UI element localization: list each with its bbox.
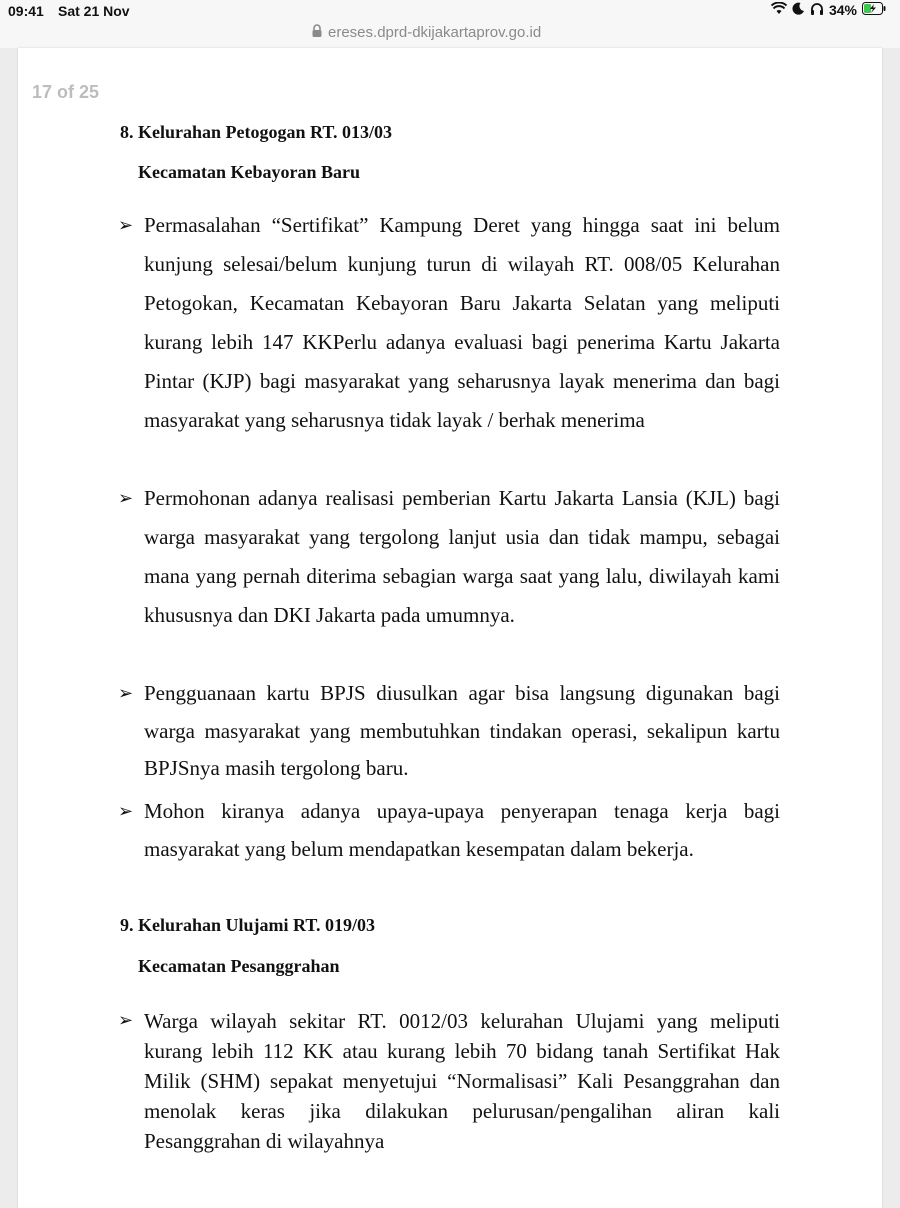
section-9-subtitle: Kecamatan Pesanggrahan <box>138 956 340 976</box>
section-9-title: 9. Kelurahan Ulujami RT. 019/03 <box>120 915 376 935</box>
section-8-bullet-1 <box>118 206 780 440</box>
status-date: Sat 21 Nov <box>58 3 130 19</box>
lock-icon <box>312 24 322 41</box>
bullet-text: Permasalahan “Sertifikat” Kampung Deret yang hingga saat ini belum kunjung selesai/belum kunjung turun di wilayah RT. 008/05 Kelurahan Petogokan, Kecamatan Kebayoran Baru Jakarta Selatan yang meliputi kurang lebih 147 KKPerlu adanya evaluasi bagi penerima Kartu Jakarta Pintar (KJP) bagi masyarakat yang seharusnya layak menerima dan bagi masyarakat yang seharusnya tidak layak / berhak menerima <box>144 213 780 432</box>
battery-percent: 34% <box>828 2 857 18</box>
address-bar[interactable] <box>0 22 900 48</box>
section-8-subtitle: Kecamatan Kebayoran Baru <box>138 162 360 182</box>
section-8-bullet-2 <box>118 479 780 635</box>
headphones-icon <box>810 2 824 18</box>
bullet-text: Pengguanaan kartu BPJS diusulkan agar bisa langsung digunakan bagi warga masyarakat yang membutuhkan tindakan operasi, sekalipun kartu BPJSnya masih tergolong baru. <box>144 681 780 780</box>
section-8-bullet-4 <box>118 793 780 868</box>
moon-icon <box>792 2 805 18</box>
status-indicators <box>771 2 886 18</box>
status-time: 09:41 <box>8 3 44 19</box>
status-bar <box>0 0 900 22</box>
section-8-title: 8. Kelurahan Petogogan RT. 013/03 <box>120 122 393 142</box>
section-9-bullet-1 <box>118 1006 780 1156</box>
arrow-bullet-icon: ➢ <box>118 801 134 822</box>
arrow-bullet-icon: ➢ <box>118 683 134 704</box>
arrow-bullet-icon: ➢ <box>118 1010 134 1031</box>
url-text[interactable]: ereses.dprd-dkijakartaprov.go.id <box>328 24 542 41</box>
page-counter: 17 of 25 <box>32 82 100 102</box>
wifi-icon <box>771 2 787 18</box>
arrow-bullet-icon: ➢ <box>118 215 134 236</box>
bullet-text: Mohon kiranya adanya upaya-upaya penyerapan tenaga kerja bagi masyarakat yang belum mendapatkan kesempatan dalam bekerja. <box>144 799 780 861</box>
document-page <box>18 48 882 1208</box>
bullet-text: Warga wilayah sekitar RT. 0012/03 kelurahan Ulujami yang meliputi kurang lebih 112 KK atau kurang lebih 70 bidang tanah Sertifikat Hak Milik (SHM) sepakat menyetujui “Normalisasi” Kali Pesanggrahan dan menolak keras jika dilakukan pelurusan/pengalihan aliran kali Pesanggrahan di wilayahnya <box>144 1009 780 1153</box>
arrow-bullet-icon: ➢ <box>118 488 134 509</box>
battery-charging-icon <box>862 2 886 18</box>
section-8-bullet-3 <box>118 675 780 788</box>
bullet-text: Permohonan adanya realisasi pemberian Kartu Jakarta Lansia (KJL) bagi warga masyarakat yang tergolong lanjut usia dan tidak mampu, sebagai mana yang pernah diterima sebagian warga saat yang lalu, diwilayah kami khususnya dan DKI Jakarta pada umumnya. <box>144 486 780 627</box>
